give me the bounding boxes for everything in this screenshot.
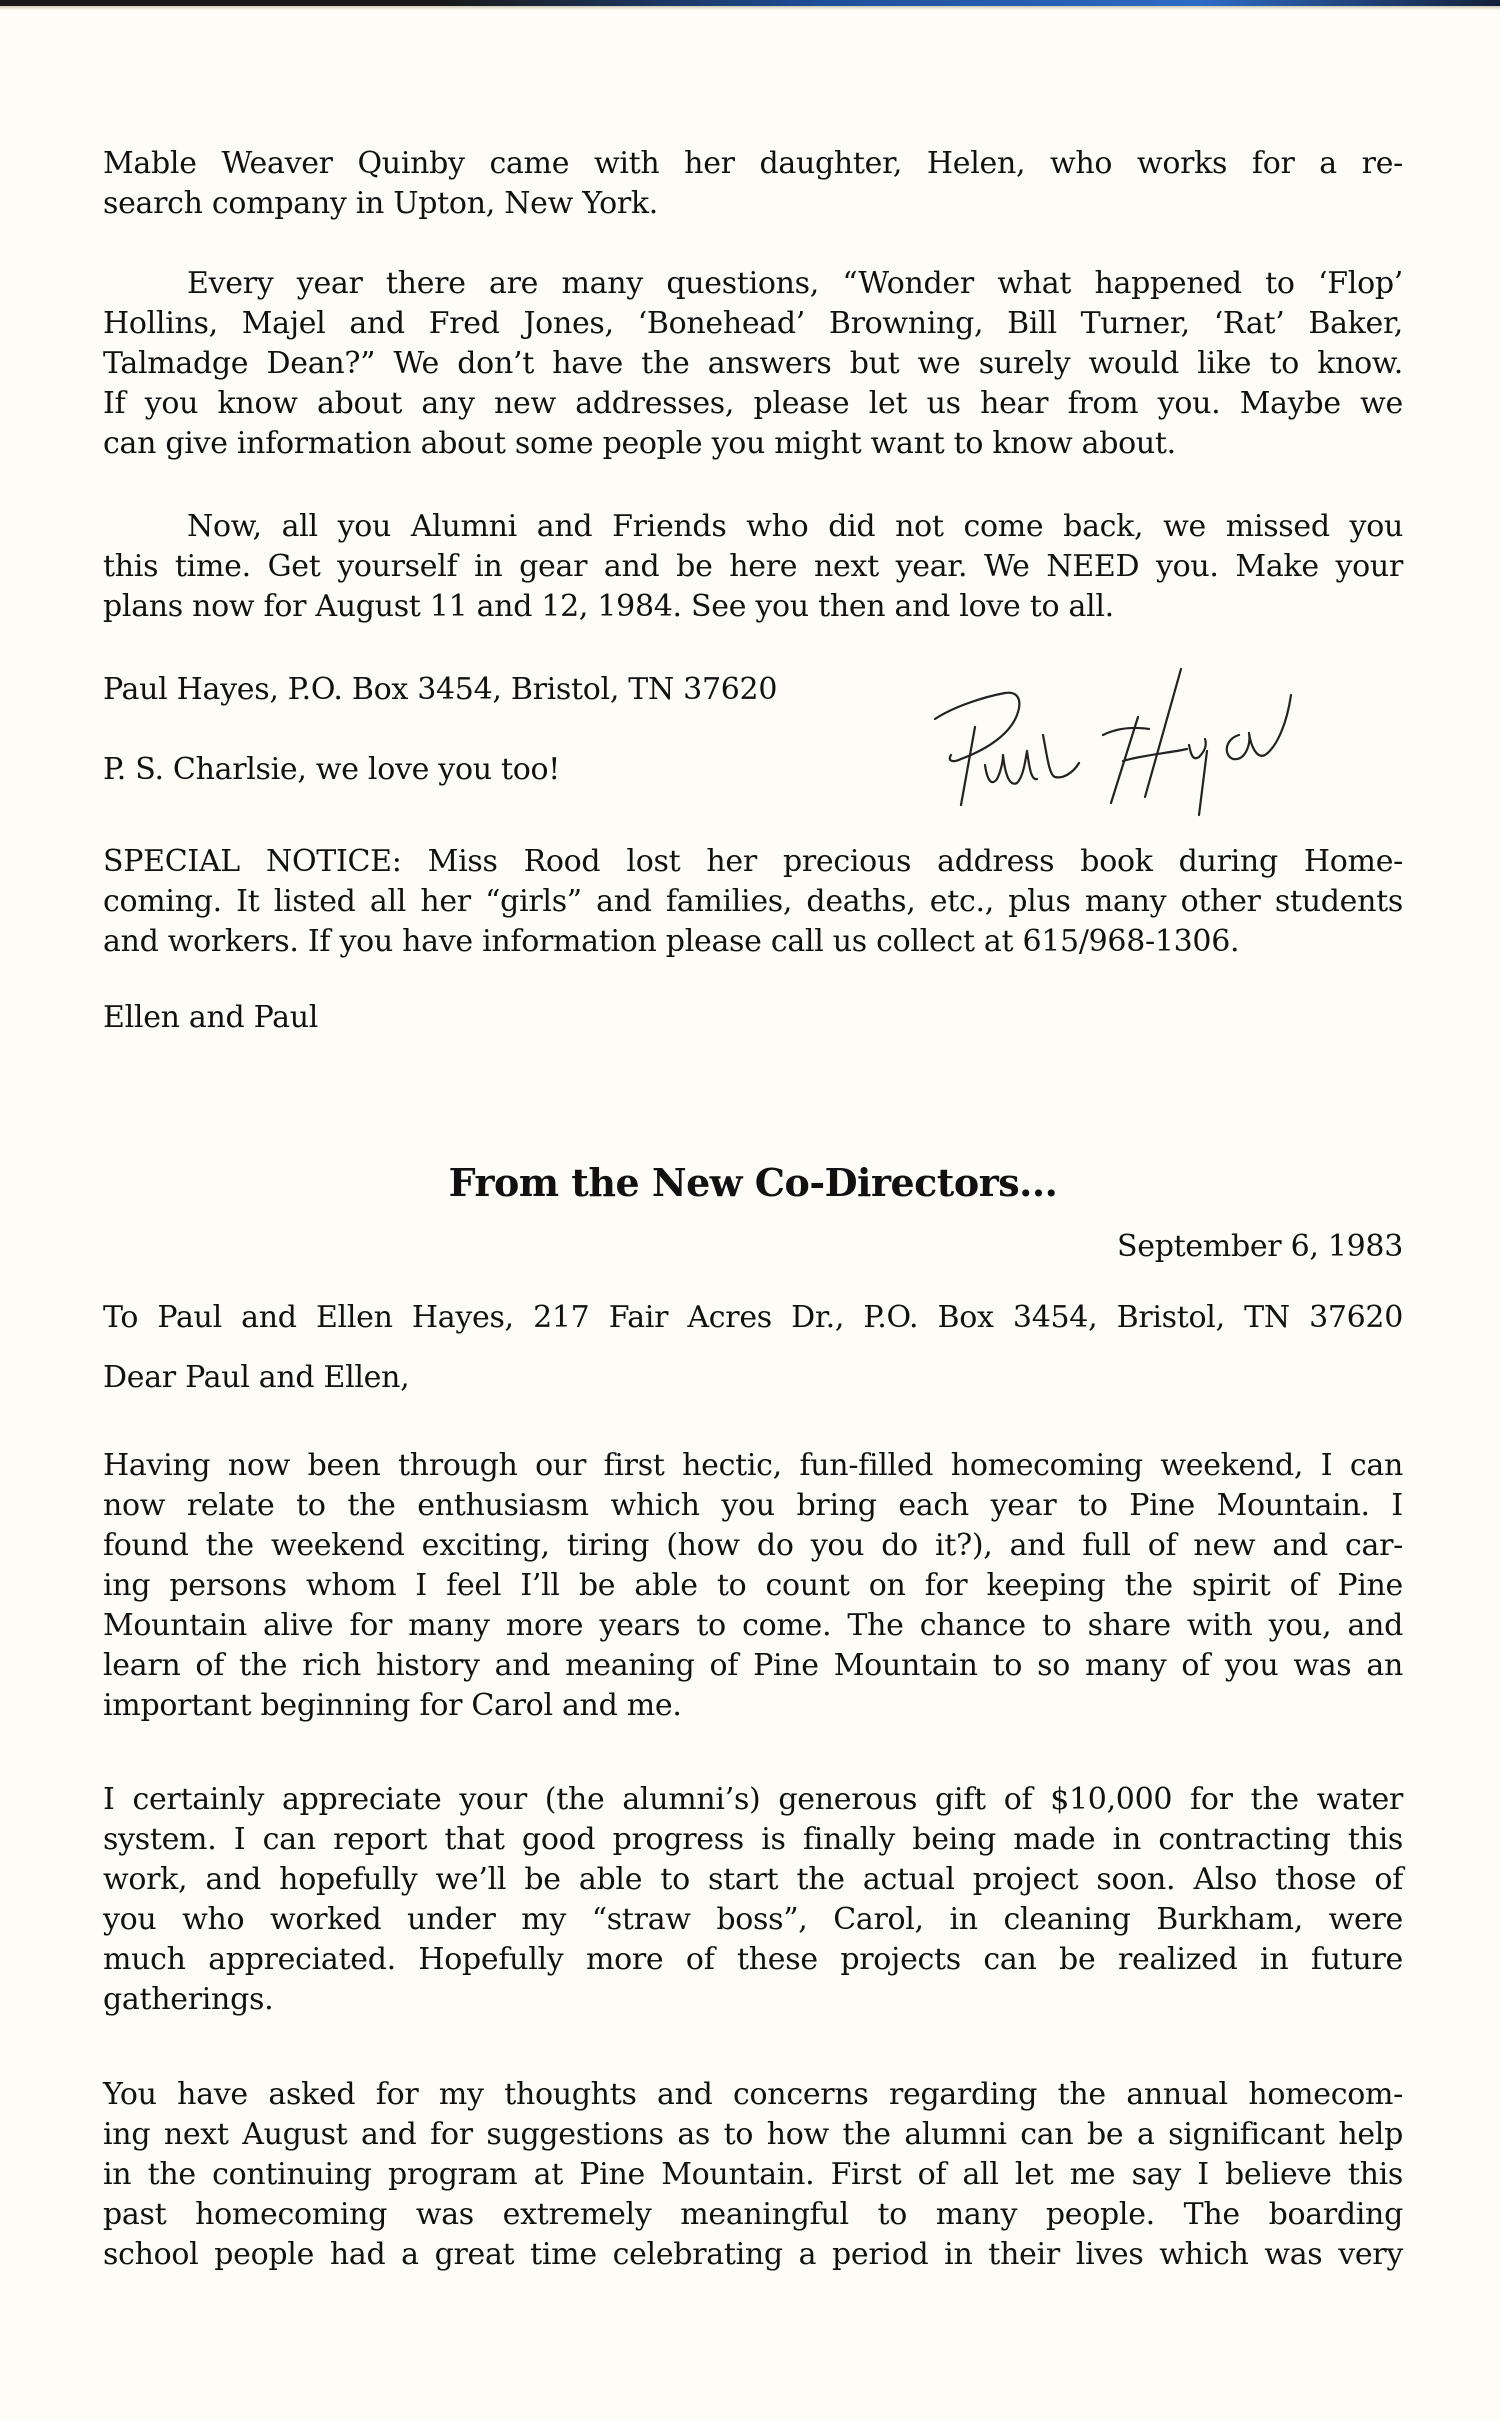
paragraph-gift <box>103 1780 1403 2020</box>
text-line: September 6, 1983 <box>1116 1229 1403 1264</box>
paragraph-quinby <box>103 144 1403 224</box>
text-line: Dear Paul and Ellen, <box>103 1360 410 1395</box>
sig-stroke <box>1199 751 1207 815</box>
sig-stroke <box>1227 695 1291 759</box>
text-line: Now, all you Alumni and Friends who did not come back, we missed you <box>187 509 1403 544</box>
closing-signoff <box>103 998 1403 1038</box>
scan-top-shadow <box>0 6 1500 10</box>
text-line: To Paul and Ellen Hayes, 217 Fair Acres Dr., P.O. Box 3454, Bristol, TN 37620 <box>103 1300 1403 1335</box>
text-line: Having now been through our first hectic, fun-filled homecoming weekend, I can <box>103 1448 1403 1483</box>
sig-stroke <box>961 727 975 805</box>
text-line: ing next August and for suggestions as to how the alumni can be a significant help <box>103 2117 1403 2152</box>
recipient-address <box>103 1298 1403 1338</box>
text-line: found the weekend exciting, tiring (how do you do it?), and full of new and car- <box>103 1528 1403 1563</box>
text-line: Talmadge Dean?” We don’t have the answers but we surely would like to know. <box>103 346 1403 381</box>
text-line: work, and hopefully we’ll be able to start the actual project soon. Also those of <box>103 1862 1403 1897</box>
text-line: P. S. Charlsie, we love you too! <box>103 752 561 787</box>
text-line: past homecoming was extremely meaningful to many people. The boarding <box>103 2197 1403 2232</box>
text-line: school people had a great time celebrating a period in their lives which was very <box>103 2237 1403 2272</box>
sig-stroke <box>1189 739 1206 758</box>
section-heading: From the New Co-Directors... <box>448 1160 1058 1205</box>
text-line: important beginning for Carol and me. <box>103 1688 682 1723</box>
text-line: Hollins, Majel and Fred Jones, ‘Bonehead’ Browning, Bill Turner, ‘Rat’ Baker, <box>103 306 1403 341</box>
sig-stroke <box>1145 669 1181 797</box>
text-line: coming. It listed all her “girls” and families, deaths, etc., plus many other students <box>103 884 1403 919</box>
text-line: SPECIAL NOTICE: Miss Rood lost her precious address book during Home- <box>103 844 1403 879</box>
text-line: You have asked for my thoughts and concerns regarding the annual homecom- <box>103 2077 1403 2112</box>
text-line: Ellen and Paul <box>103 1000 319 1035</box>
salutation <box>103 1358 1403 1398</box>
text-line: learn of the rich history and meaning of Pine Mountain to so many of you was an <box>103 1648 1403 1683</box>
handwritten-signature <box>913 655 1333 830</box>
text-line: much appreciated. Hopefully more of these projects can be realized in future <box>103 1942 1403 1977</box>
text-line: Paul Hayes, P.O. Box 3454, Bristol, TN 37620 <box>103 672 778 707</box>
text-line: Every year there are many questions, “Wonder what happened to ‘Flop’ <box>187 266 1403 301</box>
sender-address <box>103 670 863 710</box>
letter-date <box>103 1227 1403 1267</box>
text-line: can give information about some people you might want to know about. <box>103 426 1176 461</box>
text-line: this time. Get yourself in gear and be here next year. We NEED you. Make your <box>103 549 1403 584</box>
sig-stroke <box>985 751 1037 784</box>
postscript <box>103 750 863 790</box>
sig-stroke <box>1043 735 1079 777</box>
text-line: gatherings. <box>103 1982 274 2017</box>
text-line: system. I can report that good progress is finally being made in contracting this <box>103 1822 1403 1857</box>
text-line: you who worked under my “straw boss”, Carol, in cleaning Burkham, were <box>103 1902 1403 1937</box>
paragraph-questions <box>103 264 1403 464</box>
special-notice <box>103 842 1403 962</box>
sig-stroke <box>935 693 1019 761</box>
sig-stroke <box>1103 728 1149 735</box>
text-line: I certainly appreciate your (the alumni’s) generous gift of $10,000 for the water <box>103 1782 1403 1817</box>
text-line: Mable Weaver Quinby came with her daughter, Helen, who works for a re- <box>103 146 1403 181</box>
text-line: in the continuing program at Pine Mountain. First of all let me say I believe this <box>103 2157 1403 2192</box>
paragraph-thoughts <box>103 2075 1403 2275</box>
text-line: and workers. If you have information please call us collect at 615/968-1306. <box>103 924 1240 959</box>
text-line: Mountain alive for many more years to come. The chance to share with you, and <box>103 1608 1403 1643</box>
paragraph-first-homecoming <box>103 1446 1403 1726</box>
text-line: now relate to the enthusiasm which you bring each year to Pine Mountain. I <box>103 1488 1403 1523</box>
text-line: If you know about any new addresses, please let us hear from you. Maybe we <box>103 386 1403 421</box>
paragraph-alumni-invite <box>103 507 1403 627</box>
text-line: ing persons whom I feel I’ll be able to count on for keeping the spirit of Pine <box>103 1568 1403 1603</box>
text-line: search company in Upton, New York. <box>103 186 659 221</box>
text-line: plans now for August 11 and 12, 1984. See you then and love to all. <box>103 589 1114 624</box>
